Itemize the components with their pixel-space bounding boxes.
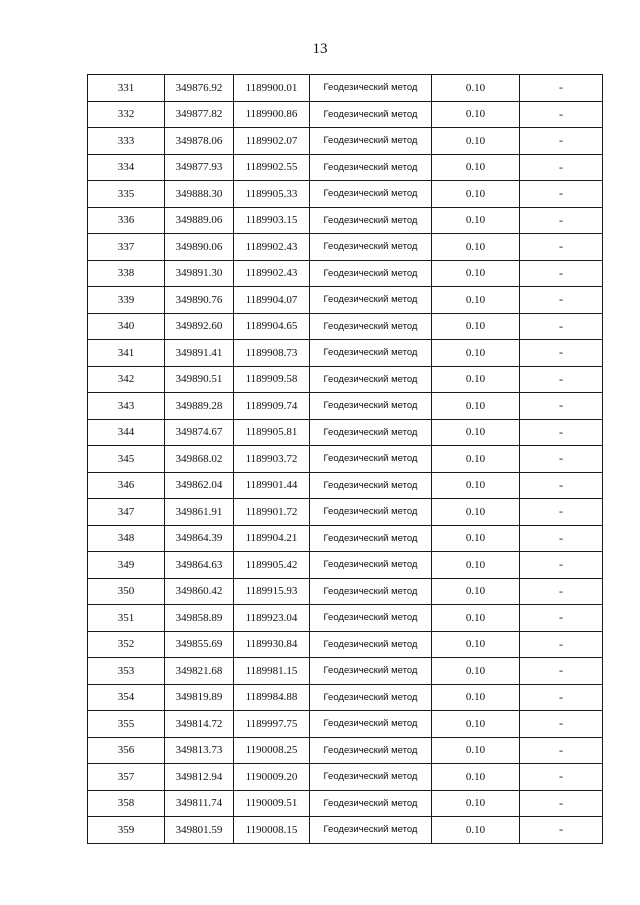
- accuracy-cell: 0.10: [432, 313, 520, 340]
- x-coordinate-cell: 349862.04: [165, 472, 234, 499]
- y-coordinate-cell: 1189909.58: [234, 366, 310, 393]
- accuracy-cell: 0.10: [432, 75, 520, 102]
- y-coordinate-cell: 1189902.43: [234, 260, 310, 287]
- x-coordinate-cell: 349860.42: [165, 578, 234, 605]
- table-row: [88, 631, 603, 658]
- table-row: [88, 181, 603, 208]
- method-cell: Геодезический метод: [310, 446, 432, 473]
- y-coordinate-cell: 1189981.15: [234, 658, 310, 685]
- y-coordinate-cell: 1189901.44: [234, 472, 310, 499]
- method-cell: Геодезический метод: [310, 101, 432, 128]
- accuracy-cell: 0.10: [432, 234, 520, 261]
- method-cell: Геодезический метод: [310, 658, 432, 685]
- note-cell: -: [520, 75, 603, 102]
- method-cell: Геодезический метод: [310, 419, 432, 446]
- method-cell: Геодезический метод: [310, 207, 432, 234]
- point-number-cell: 358: [88, 790, 165, 817]
- y-coordinate-cell: 1189908.73: [234, 340, 310, 367]
- table-row: [88, 75, 603, 102]
- point-number-cell: 359: [88, 817, 165, 844]
- table-row: [88, 101, 603, 128]
- x-coordinate-cell: 349821.68: [165, 658, 234, 685]
- note-cell: -: [520, 737, 603, 764]
- table-row: [88, 817, 603, 844]
- table-row: [88, 207, 603, 234]
- point-number-cell: 334: [88, 154, 165, 181]
- accuracy-cell: 0.10: [432, 711, 520, 738]
- x-coordinate-cell: 349891.30: [165, 260, 234, 287]
- method-cell: Геодезический метод: [310, 393, 432, 420]
- x-coordinate-cell: 349891.41: [165, 340, 234, 367]
- method-cell: Геодезический метод: [310, 472, 432, 499]
- note-cell: -: [520, 287, 603, 314]
- y-coordinate-cell: 1189984.88: [234, 684, 310, 711]
- accuracy-cell: 0.10: [432, 154, 520, 181]
- method-cell: Геодезический метод: [310, 817, 432, 844]
- table-row: [88, 419, 603, 446]
- method-cell: Геодезический метод: [310, 605, 432, 632]
- x-coordinate-cell: 349868.02: [165, 446, 234, 473]
- note-cell: -: [520, 340, 603, 367]
- table-row: [88, 711, 603, 738]
- method-cell: Геодезический метод: [310, 181, 432, 208]
- x-coordinate-cell: 349890.76: [165, 287, 234, 314]
- table-row: [88, 578, 603, 605]
- x-coordinate-cell: 349864.39: [165, 525, 234, 552]
- point-number-cell: 338: [88, 260, 165, 287]
- accuracy-cell: 0.10: [432, 340, 520, 367]
- point-number-cell: 349: [88, 552, 165, 579]
- method-cell: Геодезический метод: [310, 552, 432, 579]
- y-coordinate-cell: 1189905.81: [234, 419, 310, 446]
- method-cell: Геодезический метод: [310, 75, 432, 102]
- method-cell: Геодезический метод: [310, 366, 432, 393]
- accuracy-cell: 0.10: [432, 790, 520, 817]
- x-coordinate-cell: 349892.60: [165, 313, 234, 340]
- point-number-cell: 350: [88, 578, 165, 605]
- accuracy-cell: 0.10: [432, 525, 520, 552]
- accuracy-cell: 0.10: [432, 578, 520, 605]
- note-cell: -: [520, 366, 603, 393]
- accuracy-cell: 0.10: [432, 287, 520, 314]
- accuracy-cell: 0.10: [432, 764, 520, 791]
- y-coordinate-cell: 1189900.01: [234, 75, 310, 102]
- accuracy-cell: 0.10: [432, 128, 520, 155]
- accuracy-cell: 0.10: [432, 737, 520, 764]
- page-number: 13: [312, 41, 328, 57]
- note-cell: -: [520, 684, 603, 711]
- y-coordinate-cell: 1189900.86: [234, 101, 310, 128]
- point-number-cell: 332: [88, 101, 165, 128]
- accuracy-cell: 0.10: [432, 393, 520, 420]
- x-coordinate-cell: 349878.06: [165, 128, 234, 155]
- table-row: [88, 499, 603, 526]
- x-coordinate-cell: 349814.72: [165, 711, 234, 738]
- x-coordinate-cell: 349864.63: [165, 552, 234, 579]
- point-number-cell: 335: [88, 181, 165, 208]
- method-cell: Геодезический метод: [310, 154, 432, 181]
- point-number-cell: 353: [88, 658, 165, 685]
- note-cell: -: [520, 764, 603, 791]
- table-row: [88, 658, 603, 685]
- point-number-cell: 333: [88, 128, 165, 155]
- table-row: [88, 552, 603, 579]
- point-number-cell: 339: [88, 287, 165, 314]
- method-cell: Геодезический метод: [310, 764, 432, 791]
- point-number-cell: 354: [88, 684, 165, 711]
- x-coordinate-cell: 349811.74: [165, 790, 234, 817]
- note-cell: -: [520, 817, 603, 844]
- y-coordinate-cell: 1190008.15: [234, 817, 310, 844]
- table-row: [88, 260, 603, 287]
- table-row: [88, 366, 603, 393]
- table-row: [88, 525, 603, 552]
- point-number-cell: 337: [88, 234, 165, 261]
- point-number-cell: 341: [88, 340, 165, 367]
- y-coordinate-cell: 1189903.15: [234, 207, 310, 234]
- method-cell: Геодезический метод: [310, 128, 432, 155]
- note-cell: -: [520, 525, 603, 552]
- method-cell: Геодезический метод: [310, 234, 432, 261]
- note-cell: -: [520, 790, 603, 817]
- y-coordinate-cell: 1189904.65: [234, 313, 310, 340]
- x-coordinate-cell: 349877.93: [165, 154, 234, 181]
- y-coordinate-cell: 1189903.72: [234, 446, 310, 473]
- table-row: [88, 234, 603, 261]
- point-number-cell: 352: [88, 631, 165, 658]
- point-number-cell: 347: [88, 499, 165, 526]
- point-number-cell: 351: [88, 605, 165, 632]
- point-number-cell: 356: [88, 737, 165, 764]
- point-number-cell: 340: [88, 313, 165, 340]
- accuracy-cell: 0.10: [432, 472, 520, 499]
- x-coordinate-cell: 349889.28: [165, 393, 234, 420]
- y-coordinate-cell: 1190008.25: [234, 737, 310, 764]
- method-cell: Геодезический метод: [310, 578, 432, 605]
- y-coordinate-cell: 1190009.20: [234, 764, 310, 791]
- method-cell: Геодезический метод: [310, 525, 432, 552]
- y-coordinate-cell: 1189901.72: [234, 499, 310, 526]
- x-coordinate-cell: 349861.91: [165, 499, 234, 526]
- note-cell: -: [520, 419, 603, 446]
- accuracy-cell: 0.10: [432, 419, 520, 446]
- note-cell: -: [520, 472, 603, 499]
- method-cell: Геодезический метод: [310, 499, 432, 526]
- note-cell: -: [520, 578, 603, 605]
- x-coordinate-cell: 349819.89: [165, 684, 234, 711]
- method-cell: Геодезический метод: [310, 340, 432, 367]
- x-coordinate-cell: 349813.73: [165, 737, 234, 764]
- y-coordinate-cell: 1189997.75: [234, 711, 310, 738]
- point-number-cell: 345: [88, 446, 165, 473]
- table-row: [88, 790, 603, 817]
- method-cell: Геодезический метод: [310, 313, 432, 340]
- note-cell: -: [520, 128, 603, 155]
- y-coordinate-cell: 1189904.21: [234, 525, 310, 552]
- y-coordinate-cell: 1189902.55: [234, 154, 310, 181]
- x-coordinate-cell: 349858.89: [165, 605, 234, 632]
- method-cell: Геодезический метод: [310, 631, 432, 658]
- table-row: [88, 737, 603, 764]
- x-coordinate-cell: 349888.30: [165, 181, 234, 208]
- point-number-cell: 355: [88, 711, 165, 738]
- accuracy-cell: 0.10: [432, 260, 520, 287]
- accuracy-cell: 0.10: [432, 366, 520, 393]
- accuracy-cell: 0.10: [432, 817, 520, 844]
- table-row: [88, 472, 603, 499]
- note-cell: -: [520, 631, 603, 658]
- note-cell: -: [520, 499, 603, 526]
- x-coordinate-cell: 349874.67: [165, 419, 234, 446]
- point-number-cell: 344: [88, 419, 165, 446]
- note-cell: -: [520, 234, 603, 261]
- x-coordinate-cell: 349890.51: [165, 366, 234, 393]
- accuracy-cell: 0.10: [432, 658, 520, 685]
- table-row: [88, 154, 603, 181]
- note-cell: -: [520, 446, 603, 473]
- table-row: [88, 393, 603, 420]
- y-coordinate-cell: 1190009.51: [234, 790, 310, 817]
- accuracy-cell: 0.10: [432, 605, 520, 632]
- y-coordinate-cell: 1189904.07: [234, 287, 310, 314]
- point-number-cell: 357: [88, 764, 165, 791]
- note-cell: -: [520, 154, 603, 181]
- method-cell: Геодезический метод: [310, 737, 432, 764]
- accuracy-cell: 0.10: [432, 552, 520, 579]
- coordinates-table: [87, 74, 603, 844]
- x-coordinate-cell: 349877.82: [165, 101, 234, 128]
- note-cell: -: [520, 313, 603, 340]
- y-coordinate-cell: 1189909.74: [234, 393, 310, 420]
- x-coordinate-cell: 349889.06: [165, 207, 234, 234]
- x-coordinate-cell: 349876.92: [165, 75, 234, 102]
- table-row: [88, 340, 603, 367]
- y-coordinate-cell: 1189902.43: [234, 234, 310, 261]
- method-cell: Геодезический метод: [310, 684, 432, 711]
- table-row: [88, 128, 603, 155]
- accuracy-cell: 0.10: [432, 446, 520, 473]
- note-cell: -: [520, 393, 603, 420]
- y-coordinate-cell: 1189923.04: [234, 605, 310, 632]
- note-cell: -: [520, 260, 603, 287]
- table-row: [88, 605, 603, 632]
- x-coordinate-cell: 349801.59: [165, 817, 234, 844]
- y-coordinate-cell: 1189905.42: [234, 552, 310, 579]
- table-row: [88, 764, 603, 791]
- note-cell: -: [520, 711, 603, 738]
- note-cell: -: [520, 181, 603, 208]
- point-number-cell: 336: [88, 207, 165, 234]
- accuracy-cell: 0.10: [432, 631, 520, 658]
- table-row: [88, 313, 603, 340]
- method-cell: Геодезический метод: [310, 711, 432, 738]
- point-number-cell: 331: [88, 75, 165, 102]
- note-cell: -: [520, 658, 603, 685]
- y-coordinate-cell: 1189930.84: [234, 631, 310, 658]
- y-coordinate-cell: 1189915.93: [234, 578, 310, 605]
- coordinates-table-body: [88, 75, 603, 844]
- point-number-cell: 342: [88, 366, 165, 393]
- accuracy-cell: 0.10: [432, 499, 520, 526]
- y-coordinate-cell: 1189902.07: [234, 128, 310, 155]
- point-number-cell: 343: [88, 393, 165, 420]
- point-number-cell: 346: [88, 472, 165, 499]
- x-coordinate-cell: 349890.06: [165, 234, 234, 261]
- accuracy-cell: 0.10: [432, 207, 520, 234]
- note-cell: -: [520, 101, 603, 128]
- table-row: [88, 446, 603, 473]
- accuracy-cell: 0.10: [432, 684, 520, 711]
- accuracy-cell: 0.10: [432, 181, 520, 208]
- method-cell: Геодезический метод: [310, 260, 432, 287]
- table-row: [88, 684, 603, 711]
- x-coordinate-cell: 349812.94: [165, 764, 234, 791]
- note-cell: -: [520, 207, 603, 234]
- note-cell: -: [520, 605, 603, 632]
- y-coordinate-cell: 1189905.33: [234, 181, 310, 208]
- note-cell: -: [520, 552, 603, 579]
- table-row: [88, 287, 603, 314]
- method-cell: Геодезический метод: [310, 287, 432, 314]
- method-cell: Геодезический метод: [310, 790, 432, 817]
- accuracy-cell: 0.10: [432, 101, 520, 128]
- point-number-cell: 348: [88, 525, 165, 552]
- x-coordinate-cell: 349855.69: [165, 631, 234, 658]
